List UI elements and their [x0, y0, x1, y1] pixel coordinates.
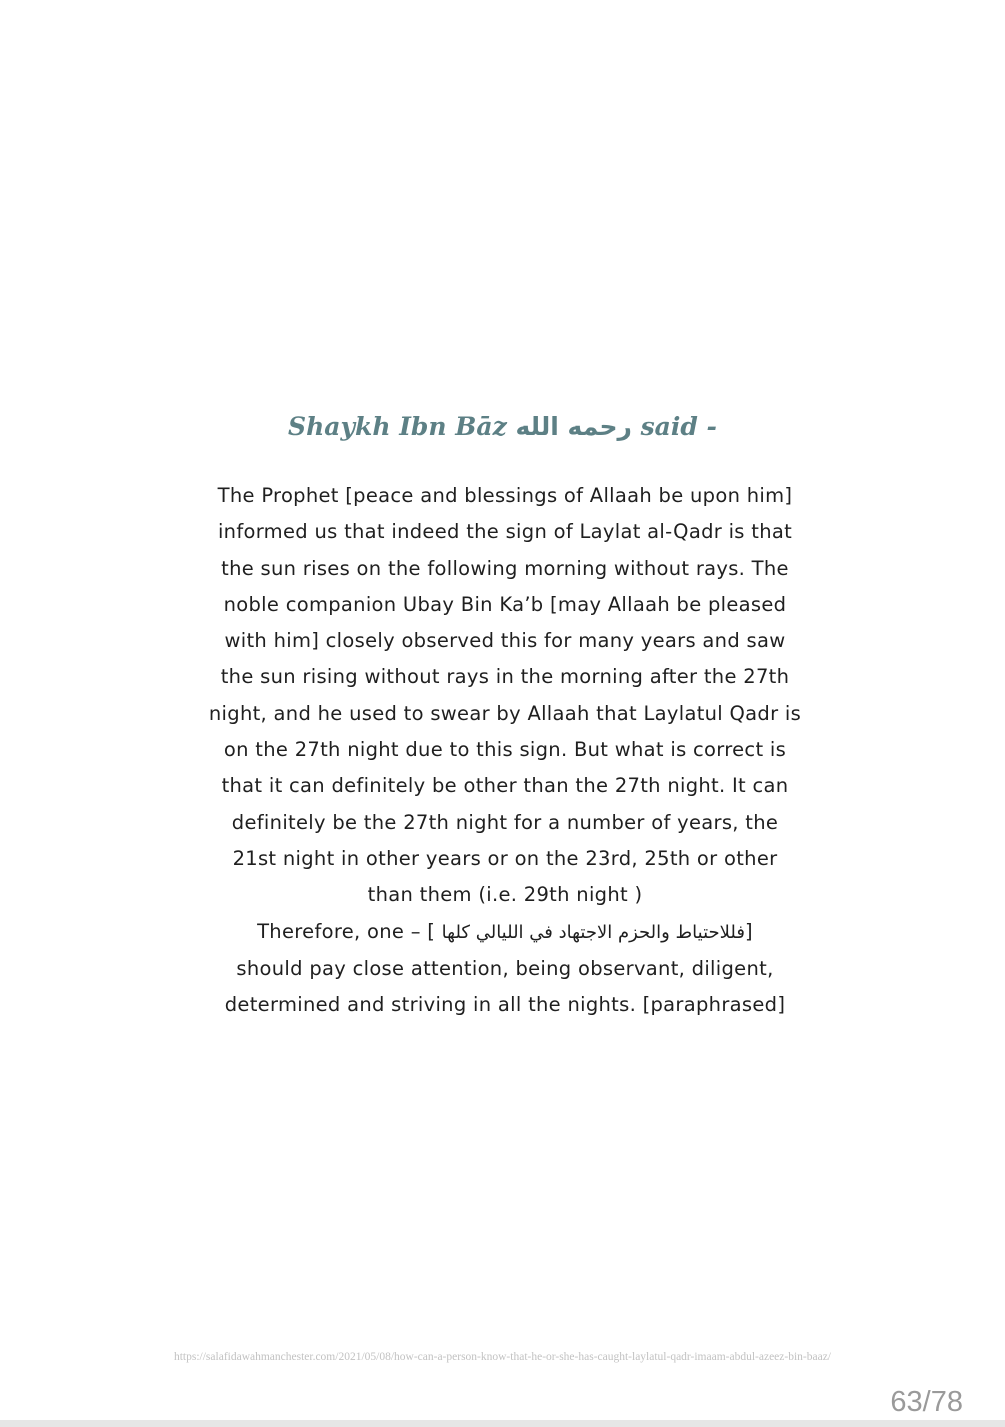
scholar-name: Shaykh Ibn Bāz — [288, 412, 507, 441]
body-line: should pay close attention, being observant, diligent, — [236, 956, 774, 980]
body-line: definitely be the 27th night for a number of years, the — [231, 810, 779, 834]
body-line: than them (i.e. 29th night ) — [367, 883, 643, 907]
therefore-line — [195, 914, 815, 951]
body-line: night, and he used to swear by Allaah that Laylatul Qadr is — [208, 701, 802, 725]
body-line: 21st night in other years or on the 23rd, 25th or other — [232, 846, 778, 870]
page-counter: 63/78 — [890, 1386, 963, 1418]
said-label: said - — [640, 412, 717, 441]
body-line: on the 27th night due to this sign. But what is correct is — [223, 738, 787, 762]
body-line: noble companion Ubay Bin Ka’b [may Allaah be pleased — [223, 592, 787, 616]
source-url[interactable]: https://salafidawahmanchester.com/2021/05/08/how-can-a-person-know-that-he-or-she-has-caught-laylatul-qadr-imaam-abdul-azeez-bin-baaz/ — [173, 1351, 831, 1363]
body-line: that it can definitely be other than the 27th night. It can — [221, 774, 789, 798]
body-line: The Prophet [peace and blessings of Allaah be upon him] — [217, 484, 793, 507]
arabic-phrase: فللاحتياط والحزم الاجتهاد في الليالي كلها — [441, 921, 745, 943]
body-line: informed us that indeed the sign of Laylat al-Qadr is that — [217, 520, 793, 544]
viewer-bottom-bar — [0, 1420, 1005, 1427]
body-line: the sun rises on the following morning without rays. The — [221, 556, 789, 580]
body-line: with him] closely observed this for many years and saw — [224, 629, 786, 653]
honorific-arabic: رحمه الله — [515, 412, 632, 441]
body-line: the sun rising without rays in the morning after the 27th — [220, 665, 790, 689]
quote-body — [195, 478, 815, 1023]
therefore-prefix: Therefore, one – [ — [257, 919, 436, 943]
body-line: determined and striving in all the nights. [paraphrased] — [224, 993, 786, 1017]
quote-heading — [0, 412, 1005, 441]
therefore-suffix: ] — [744, 919, 753, 943]
